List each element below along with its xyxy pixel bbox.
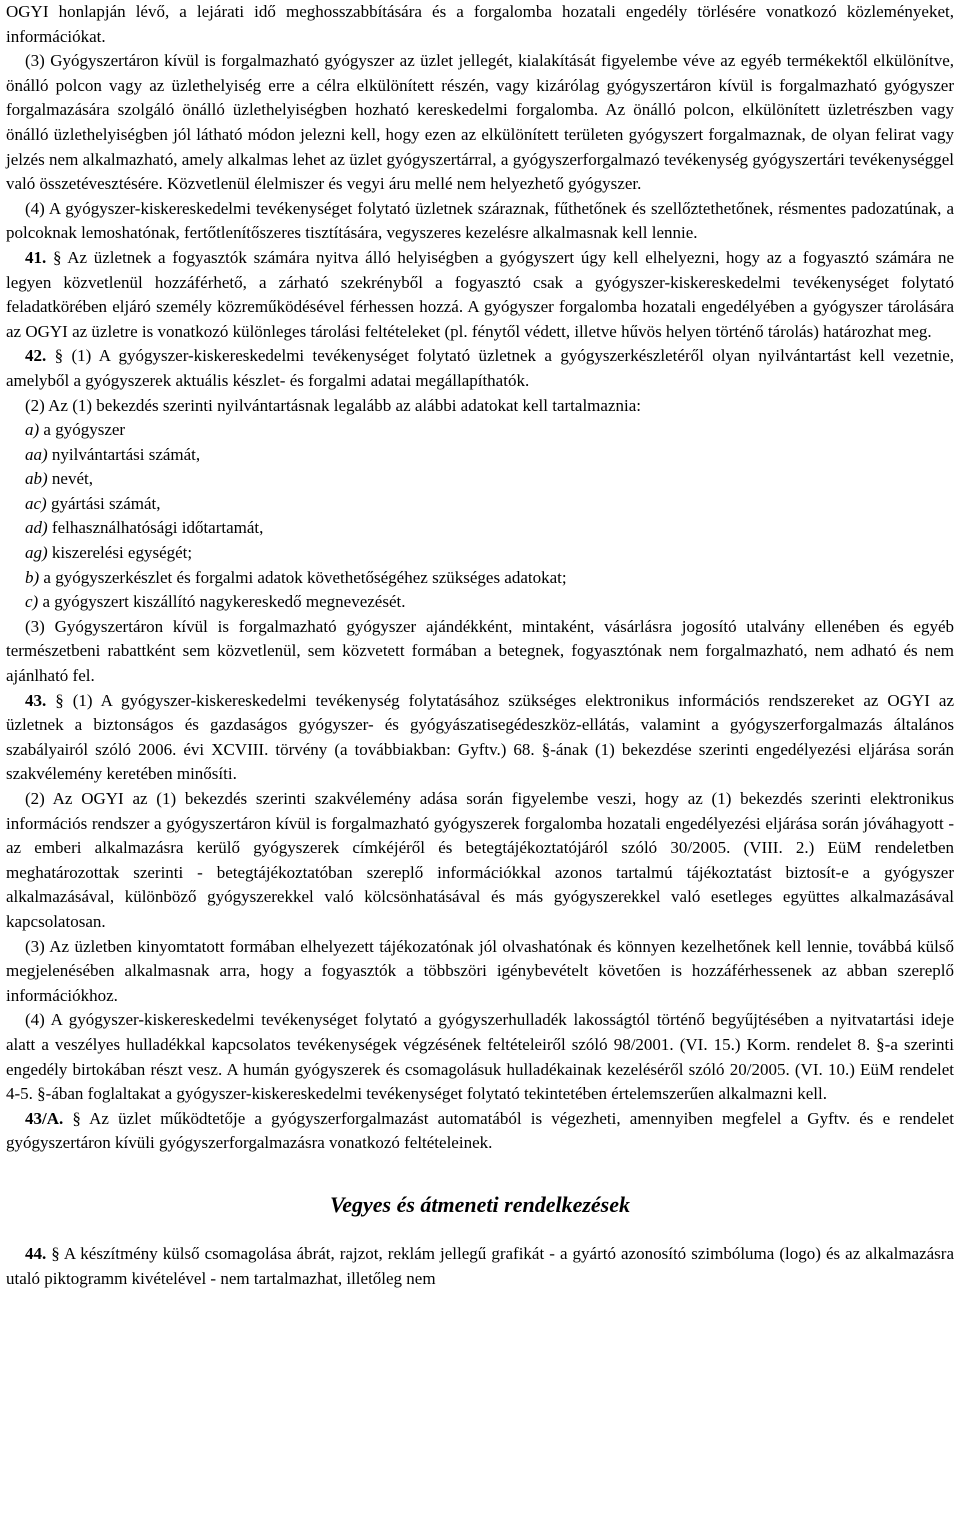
section-41 (6, 246, 954, 344)
list-item (6, 566, 954, 591)
list-item (6, 443, 954, 468)
section-text: Az üzletnek a fogyasztók számára nyitva álló helyiségben a gyógyszert úgy kell elhelyezni, hogy az a fogyasztó számára ne legyen közvetlenül hozzáférhető, a zárható szekrényből a fogyasztó csak a gyógyszer-kiskereskedelmi tevékenységet folytató feladatkörében eljáró személy közreműködésével férhessen hozzá. A gyógyszer forgalomba hozatali engedélyében a gyógyszer tárolására az OGYI az üzletre is vonatkozó különleges tárolási feltételeket (pl. fénytől védett, illetve hűvös helyen történő tárolás) határozhat meg. (6, 247, 955, 341)
list-item (6, 467, 954, 492)
paragraph: (2) Az (1) bekezdés szerinti nyilvántartásnak legalább az alábbi adatokat kell tartalmaznia: (25, 395, 641, 415)
list-label: c) (25, 592, 39, 612)
paragraph: (4) A gyógyszer-kiskereskedelmi tevékenységet folytató a gyógyszerhulladék lakosságtól történő begyűjtésében a nyitvatartási ideje alatt a veszélyes hulladékkal kapcsolatos tevékenységek végzésének feltételeiről szóló 98/2001. (VI. 15.) Korm. rendelet 8. §-a szerinti engedély birtokában részt vesz. A humán gyógyszerek és csomagolásuk hulladékainak kezeléséről szóló 20/2005. (VI. 10.) EüM rendelet 4-5. §-ában foglaltakat a gyógyszer-kiskereskedelmi tevékenységet folytató tekintetében értelemszerűen alkalmazni kell. (6, 1010, 954, 1104)
list-text: nevét, (47, 469, 93, 489)
section-sign: § (51, 1243, 60, 1263)
list-label: ag) (25, 543, 48, 563)
section-number: 42. (25, 346, 47, 366)
section-text: A készítmény külső csomagolása ábrát, rajzot, reklám jellegű grafikát - a gyártó azonosító szimbóluma (logo) és az alkalmazásra utaló piktogramm kivételével - nem tartalmazhat, illetőleg nem (6, 1243, 954, 1288)
list-item (6, 516, 954, 541)
list-item (6, 590, 954, 615)
list-item (6, 541, 954, 566)
list-text: a gyógyszer (39, 420, 126, 440)
list-label: ac) (25, 493, 47, 513)
section-42 (6, 344, 954, 393)
list-item (6, 418, 954, 443)
paragraph: (2) Az OGYI az (1) bekezdés szerinti szakvélemény adása során figyelembe veszi, hogy az (1) bekezdés szerinti elektronikus információs rendszer a gyógyszertáron kívül is forgalmazható gyógyszerek forgalomba hozatali engedélyezési eljárása során jóváhagyott - az emberi alkalmazásra kerülő gyógyszerek címkéjéről és betegtájékoztatójáról szóló 30/2005. (VIII. 2.) EüM rendeletben meghatározottak szerinti - betegtájékoztatóban szereplő információkkal azonos tartalmú tájékoztatást biztosít-e a gyógyszer alkalmazásával, különböző gyógyszerekkel való kölcsönhatásával és más gyógyszerekkel való esetleges együttes alkalmazásával kapcsolatosan. (6, 789, 954, 931)
section-43a (6, 1107, 954, 1156)
section-text: Az üzlet működtetője a gyógyszerforgalmazást automatából is végezheti, amennyiben megfelel a Gyftv. és e rendelet gyógyszertáron kívüli gyógyszerforgalmazásra vonatkozó feltételeinek. (6, 1108, 955, 1153)
section-number: 41. (25, 247, 47, 267)
paragraph: (4) A gyógyszer-kiskereskedelmi tevékenységet folytató üzletnek száraznak, fűthetőnek és szellőztethetőnek, résmentes padozatúnak, a polcoknak lemoshatónak, fertőtlenítőszeres tisztítására, vegyszeres kezelésre alkalmasnak kell lennie. (6, 198, 954, 243)
list-text: felhasználhatósági időtartamát, (47, 518, 264, 538)
section-number: 43/A. (25, 1108, 64, 1128)
list-label: a) (25, 420, 40, 440)
paragraph: OGYI honlapján lévő, a lejárati idő meghosszabbítására és a forgalomba hozatali engedély törlésére vonatkozó közleményeket, információkat. (6, 2, 954, 46)
list-text: gyártási számát, (46, 493, 161, 513)
section-sign: § (72, 1108, 81, 1128)
section-sign: § (55, 690, 64, 710)
section-43 (6, 689, 954, 787)
list-label: aa) (25, 444, 48, 464)
list-text: a gyógyszert kiszállító nagykereskedő megnevezését. (38, 592, 406, 612)
section-number: 44. (25, 1243, 47, 1263)
list-item (6, 492, 954, 517)
list-label: ab) (25, 469, 48, 489)
section-number: 43. (25, 690, 47, 710)
section-text: (1) A gyógyszer-kiskereskedelmi tevékenység folytatásához szükséges elektronikus információs rendszereket az OGYI az üzletnek a biztonságos és gazdaságos gyógyszer- és gyógyászatisegédeszköz-ellátás, valamint a gyógyszerforgalmazás általános szabályairól szóló 2006. évi XCVIII. törvény (a továbbiakban: Gyftv.) 68. §-ának (1) bekezdése szerinti engedélyezési eljárása során szakvélemény keretében minősíti. (6, 690, 954, 784)
section-sign: § (54, 346, 64, 366)
list-label: ad) (25, 518, 48, 538)
list-text: nyilvántartási számát, (47, 444, 201, 464)
paragraph: (3) Gyógyszertáron kívül is forgalmazható gyógyszer az üzlet jellegét, kialakítását figyelembe véve az egyéb termékektől elkülönítve, önálló polcon vagy az üzlethelyiség erre a célra elkülönített részén, vagy kizárólag gyógyszertáron kívül is forgalmazható gyógyszer forgalmazására szolgáló önálló üzlethelyiségben hozható kereskedelmi forgalomba. Az önálló polcon, elkülönített üzletrészben vagy önálló üzlethelyiségben jól látható módon jelezni kell, hogy ezen az elkülönített területen gyógyszert forgalmaznak, de olyan felirat vagy jelzés nem alkalmazható, amely alkalmas lehet az üzlet gyógyszertárral, a gyógyszerforgalmazó tevékenység gyógyszertári tevékenységgel való összetévesztésére. Közvetlenül élelmiszer és vegyi áru mellé nem helyezhető gyógyszer. (6, 51, 954, 194)
paragraph: (3) Az üzletben kinyomtatott formában elhelyezett tájékozatónak jól olvashatónak és könnyen kezelhetőnek kell lennie, továbbá külső megjelenésében alkalmasnak arra, hogy a fogyasztók a többszöri igénybevételt követően is hozzáférhessenek az abban szereplő információkhoz. (6, 936, 954, 1005)
list-label: b) (25, 567, 40, 587)
section-text: (1) A gyógyszer-kiskereskedelmi tevékenységet folytató üzletnek a gyógyszerkészletéről olyan nyilvántartást kell vezetnie, amelyből a gyógyszerek aktuális készlet- és forgalmi adatai megállapíthatók. (6, 346, 955, 390)
paragraph: (3) Gyógyszertáron kívül is forgalmazható gyógyszer ajándékként, mintaként, vásárlásra jogosító utalvány ellenében és egyéb természetbeni rabattként sem közvetlenül, sem közvetett formában a betegnek, fogyasztónak nem forgalmazható, nem adható és nem ajánlható fel. (6, 616, 954, 686)
section-heading: Vegyes és átmeneti rendelkezések (330, 1191, 630, 1217)
section-sign: § (52, 247, 62, 267)
list-text: a gyógyszerkészlet és forgalmi adatok követhetőségéhez szükséges adatokat; (39, 567, 567, 587)
list-text: kiszerelési egységét; (47, 543, 193, 563)
section-44 (6, 1242, 954, 1291)
